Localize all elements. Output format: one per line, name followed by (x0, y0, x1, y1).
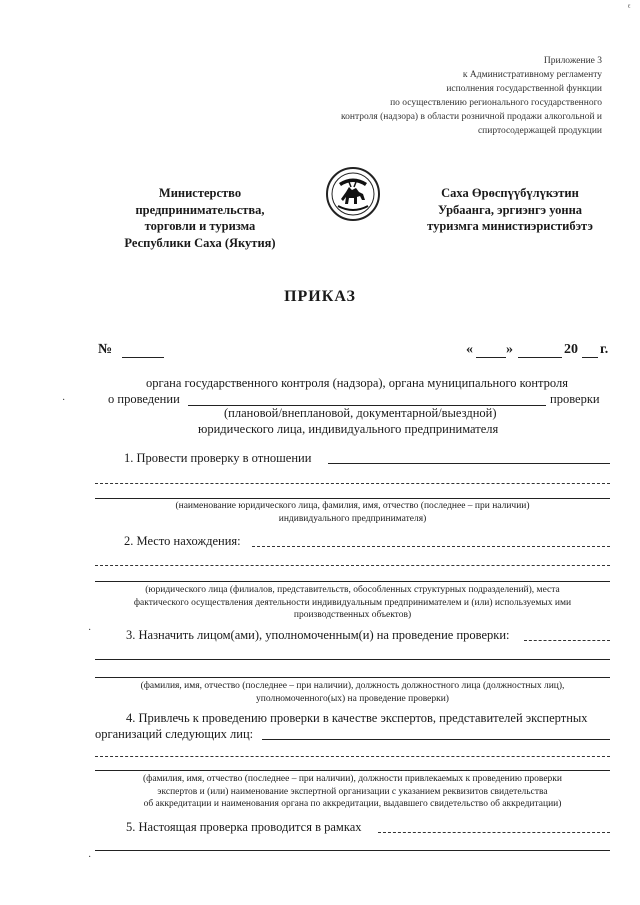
appendix-line: исполнения государственной функции (446, 84, 602, 94)
date-day-field (476, 357, 506, 358)
ministry-sakha-name: Саха Өрөспүүбүлүкэтин Урбаанга, эргиэнгэ уонна туризмга министиэристибэтэ (427, 186, 593, 233)
ministry-ru-name: Министерство предпринимательства, торговли и туризма Республики Саха (Якутия) (124, 186, 276, 250)
header-line-2-suffix: проверки (550, 392, 600, 406)
date-close-quote: » (506, 342, 513, 357)
date-year-suffix: г. (600, 342, 609, 357)
item-1-field (95, 498, 610, 499)
item-4-field (95, 770, 610, 771)
item-1-field (95, 483, 610, 484)
emblem-icon (325, 166, 381, 222)
scan-mark: · (62, 395, 66, 406)
appendix-line: к Административному регламенту (462, 70, 602, 80)
date-open-quote: « (466, 342, 473, 357)
date-month-field (518, 357, 562, 358)
item-1-caption: (наименование юридического лица, фамилия, имя, отчество (последнее – при наличии) индивидуального предпринимателя) (175, 501, 530, 524)
date-year-prefix: 20 (564, 342, 578, 357)
item-5-field (95, 850, 610, 851)
item-4-line-2: организаций следующих лиц: (95, 727, 254, 741)
order-number-sign: № (98, 342, 113, 357)
item-3-field (95, 677, 610, 678)
item-1-field (328, 463, 610, 464)
scan-mark: ᵋ (628, 2, 631, 13)
item-4-field (95, 756, 610, 757)
page-title: ПРИКАЗ (284, 288, 356, 305)
item-3-field (95, 659, 610, 660)
order-number-field (122, 357, 164, 358)
appendix-line: контроля (надзора) в области розничной продажи алкогольной и (341, 112, 602, 122)
header-line-2-prefix: о проведении (108, 392, 180, 406)
item-3-caption: (фамилия, имя, отчество (последнее – при наличии), должность должностного лица (должностных лиц), уполномоченного(ых) на проведение проверки) (140, 681, 565, 704)
header-line-4: юридического лица, индивидуального предпринимателя (198, 422, 499, 436)
item-4-field (262, 739, 610, 740)
item-4-line-1: 4. Привлечь к проведению проверки в качестве экспертов, представителей экспертных (126, 711, 588, 725)
item-5-label: 5. Настоящая проверка проводится в рамках (126, 820, 362, 834)
item-2-field (252, 546, 610, 547)
appendix-block (302, 54, 602, 138)
item-5-field (378, 832, 610, 833)
scan-mark: · (88, 852, 92, 863)
item-2-label: 2. Место нахождения: (124, 534, 241, 548)
appendix-line: спиртосодержащей продукции (477, 126, 602, 136)
appendix-line: по осуществлению регионального государственного (390, 98, 602, 108)
item-2-field (95, 565, 610, 566)
item-1-label: 1. Провести проверку в отношении (124, 451, 312, 465)
date-year-field (582, 357, 598, 358)
header-line-1: органа государственного контроля (надзора), органа муниципального контроля (146, 376, 568, 390)
item-3-label: 3. Назначить лицом(ами), уполномоченным(и) на проведение проверки: (126, 628, 510, 642)
appendix-line: Приложение 3 (543, 56, 602, 66)
header-line-3: (плановой/внеплановой, документарной/выездной) (224, 406, 497, 420)
item-2-field (95, 581, 610, 582)
scan-mark: · (88, 625, 92, 636)
item-3-field (524, 640, 610, 641)
item-4-caption: (фамилия, имя, отчество (последнее – при наличии), должности привлекаемых к проведению проверки экспертов и (или) наименование экспертной организации с указанием реквизитов свидетельства об аккредитации и наименования органа по аккредитации, выдавшего свидетельство об аккредитации) (143, 774, 562, 809)
item-2-caption: (юридического лица (филиалов, представительств, обособленных структурных подразделений), места фактического осуществления деятельности индивидуальным предпринимателем и (или) используемых ими производственных объектов) (133, 585, 572, 620)
